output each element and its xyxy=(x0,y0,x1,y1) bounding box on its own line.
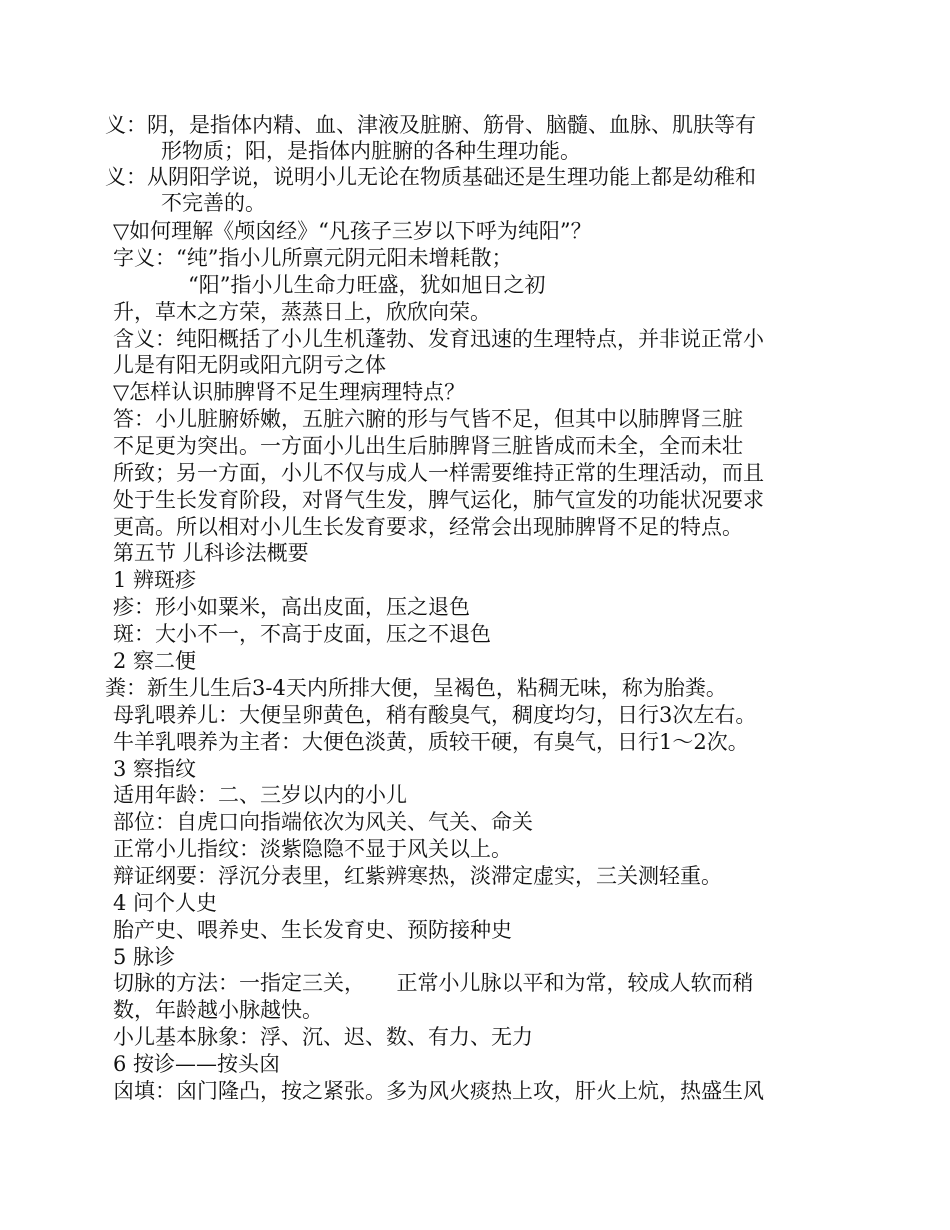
text-line: 不足更为突出。一方面小儿出生后肺脾肾三脏皆成而未全，全而未壮 xyxy=(113,434,743,458)
text-line: 斑：大小不一，不高于皮面，压之不退色 xyxy=(113,622,491,646)
text-line: 升，草木之方荣，蒸蒸日上，欣欣向荣。 xyxy=(113,300,491,324)
text-line: “阳”指小儿生命力旺盛，犹如旭日之初 xyxy=(188,273,546,297)
subsection-heading: 3 察指纹 xyxy=(113,757,197,781)
question-heading: ▽如何理解《颅囟经》“凡孩子三岁以下呼为纯阳”？ xyxy=(113,219,592,243)
text-line: 粪：新生儿生后3-4天内所排大便，呈褐色，粘稠无味，称为胎粪。 xyxy=(105,676,727,700)
text-line: 囟填：囟门隆凸，按之紧张。多为风火痰热上攻，肝火上炕，热盛生风 xyxy=(113,1079,764,1103)
text-line: 含义：纯阳概括了小儿生机蓬勃、发育迅速的生理特点，并非说正常小 xyxy=(113,327,764,351)
section-heading: 第五节 儿科诊法概要 xyxy=(113,541,309,565)
subsection-heading: 1 辨斑疹 xyxy=(113,568,197,592)
text-line: 牛羊乳喂养为主者：大便色淡黄，质较干硬，有臭气，日行1～2次。 xyxy=(113,730,749,754)
text-line: 小儿基本脉象：浮、沉、迟、数、有力、无力 xyxy=(113,1025,533,1049)
subsection-heading: 2 察二便 xyxy=(113,649,197,673)
text-line: 形物质；阳，是指体内脏腑的各种生理功能。 xyxy=(161,139,581,163)
text-line: 切脉的方法：一指定三关， 正常小儿脉以平和为常，较成人软而稍 xyxy=(113,971,754,995)
text-line: 适用年龄：二、三岁以内的小儿 xyxy=(113,783,407,807)
text-line: 部位：自虎口向指端依次为风关、气关、命关 xyxy=(113,810,533,834)
text-line: 母乳喂养儿：大便呈卵黄色，稍有酸臭气，稠度均匀，日行3次左右。 xyxy=(113,703,757,727)
subsection-heading: 5 脉诊 xyxy=(113,945,176,969)
text-line: 义：从阴阳学说，说明小儿无论在物质基础还是生理功能上都是幼稚和 xyxy=(105,165,756,189)
text-line: 不完善的。 xyxy=(161,191,266,215)
question-heading: ▽怎样认识肺脾肾不足生理病理特点？ xyxy=(113,380,466,404)
text-line: 字义：“纯”指小儿所禀元阴元阳未增耗散； xyxy=(113,246,513,270)
text-line: 数，年龄越小脉越快。 xyxy=(113,998,323,1022)
text-line: 义：阴，是指体内精、血、津液及脏腑、筋骨、脑髓、血脉、肌肤等有 xyxy=(105,113,756,137)
text-line: 更高。所以相对小儿生长发育要求，经常会出现肺脾肾不足的特点。 xyxy=(113,515,743,539)
text-line: 处于生长发育阶段，对肾气生发，脾气运化，肺气宣发的功能状况要求 xyxy=(113,488,764,512)
text-line: 辩证纲要：浮沉分表里，红紫辨寒热，淡滞定虚实，三关测轻重。 xyxy=(113,864,722,888)
text-line: 所致；另一方面，小儿不仅与成人一样需要维持正常的生理活动，而且 xyxy=(113,461,764,485)
text-line: 正常小儿指纹：淡紫隐隐不显于风关以上。 xyxy=(113,837,512,861)
text-line: 儿是有阳无阴或阳亢阴亏之体 xyxy=(113,353,386,377)
text-line: 疹：形小如粟米，高出皮面，压之退色 xyxy=(113,595,470,619)
subsection-heading: 6 按诊——按头囟 xyxy=(113,1052,281,1076)
text-line: 答：小儿脏腑娇嫩，五脏六腑的形与气皆不足，但其中以肺脾肾三脏 xyxy=(113,407,743,431)
text-line: 胎产史、喂养史、生长发育史、预防接种史 xyxy=(113,918,512,942)
subsection-heading: 4 问个人史 xyxy=(113,891,218,915)
